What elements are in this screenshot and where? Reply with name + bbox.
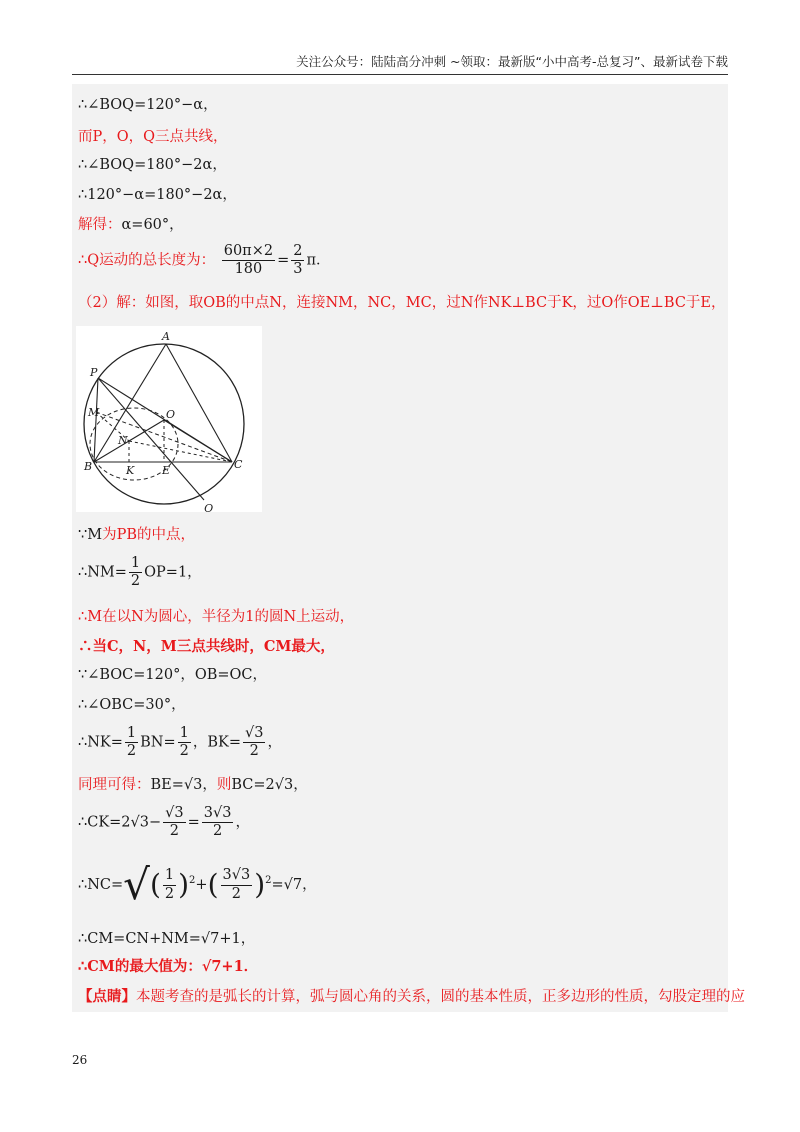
line-5 — [78, 218, 184, 233]
line-16: ∴CK=2√3− $\frac{√3}{2}$ = $\frac{3√3}{2}$ ， — [78, 805, 250, 840]
segment-nc — [129, 441, 232, 462]
label-n: N — [118, 434, 128, 447]
geometry-figure — [76, 326, 262, 512]
line-6-prefix: ∴Q运动的总长度为： — [78, 252, 216, 269]
line-13: ∴∠OBC=30°， — [78, 697, 186, 713]
line-6: ∴Q运动的总长度为： $\frac{60\pi\times 2}{180}$ = $\frac{2}{3}$ π． — [78, 243, 331, 278]
fraction-two-thirds: $\frac{2}{3}$ — [293, 243, 303, 278]
segment-ac — [166, 344, 232, 462]
line-5-prefix: 解得： — [78, 217, 122, 233]
label-c: C — [234, 458, 243, 471]
label-e: E — [162, 464, 171, 477]
line-5-value: α=60°， — [121, 217, 184, 233]
line-9: ∴NM= $\frac{1}{2}$ OP=1， — [78, 555, 202, 590]
outer-circle — [84, 344, 244, 504]
segment-pq — [98, 378, 204, 500]
circle-diagram — [76, 326, 262, 512]
line-8: ∵M为PB的中点， — [78, 527, 195, 543]
line-20: 【点睛】本题考查的是弧长的计算，弧与圆心角的关系，圆的基本性质，正多边形的性质，勾股定理的应 — [78, 988, 745, 1005]
line-17: ∴NC=√( $\frac{1}{2}$ )$^2$+( $\frac{3√3}{2}$ )$^2$=√7， — [78, 860, 317, 909]
fraction-arc: $\frac{60\pi\times 2}{180}$ — [223, 243, 274, 278]
segment-pb — [94, 378, 98, 462]
label-b: B — [84, 460, 93, 473]
label-k: K — [126, 464, 135, 477]
page-number: 26 — [72, 1053, 88, 1067]
line-18: ∴CM=CN+NM=√7+1， — [78, 931, 256, 947]
label-a: A — [162, 330, 170, 343]
header-divider — [72, 74, 728, 75]
line-14: ∴NK= $\frac{1}{2}$ BN= $\frac{1}{2}$ ，BK= $\frac{√3}{2}$ ， — [78, 725, 282, 760]
line-3: ∴∠BOQ=180°−2α， — [78, 157, 227, 173]
label-p: P — [90, 366, 98, 379]
line-2: 而P，O，Q三点共线， — [78, 129, 228, 145]
segment-oc — [164, 420, 232, 462]
line-1: ∴∠BOQ=120°−α， — [78, 97, 218, 113]
line-4: ∴120°−α=180°−2α， — [78, 187, 237, 203]
solution-content — [72, 84, 745, 1012]
line-10: ∴M在以N为圆心，半径为1的圆N上运动， — [78, 609, 355, 625]
page-header: 关注公众号：陆陆高分冲刺 ~领取：最新版“小中高考-总复习”、最新试卷下载 — [296, 54, 728, 69]
line-12: ∵∠BOC=120°，OB=OC， — [78, 667, 268, 683]
label-o: O — [166, 408, 176, 421]
line-19: ∴CM的最大值为：√7+1． — [78, 958, 259, 975]
line-11: ∴当C，N，M三点共线时，CM最大， — [78, 638, 335, 655]
line-15: 同理可得：BE=√3，则BC=2√3， — [78, 777, 308, 793]
label-m: M — [88, 406, 100, 419]
line-7: （2）解：如图，取OB的中点N，连接NM，NC，MC，过N作NK⊥BC于K，过O作OE⊥BC于E， — [78, 295, 726, 311]
label-q: Q — [204, 502, 214, 512]
